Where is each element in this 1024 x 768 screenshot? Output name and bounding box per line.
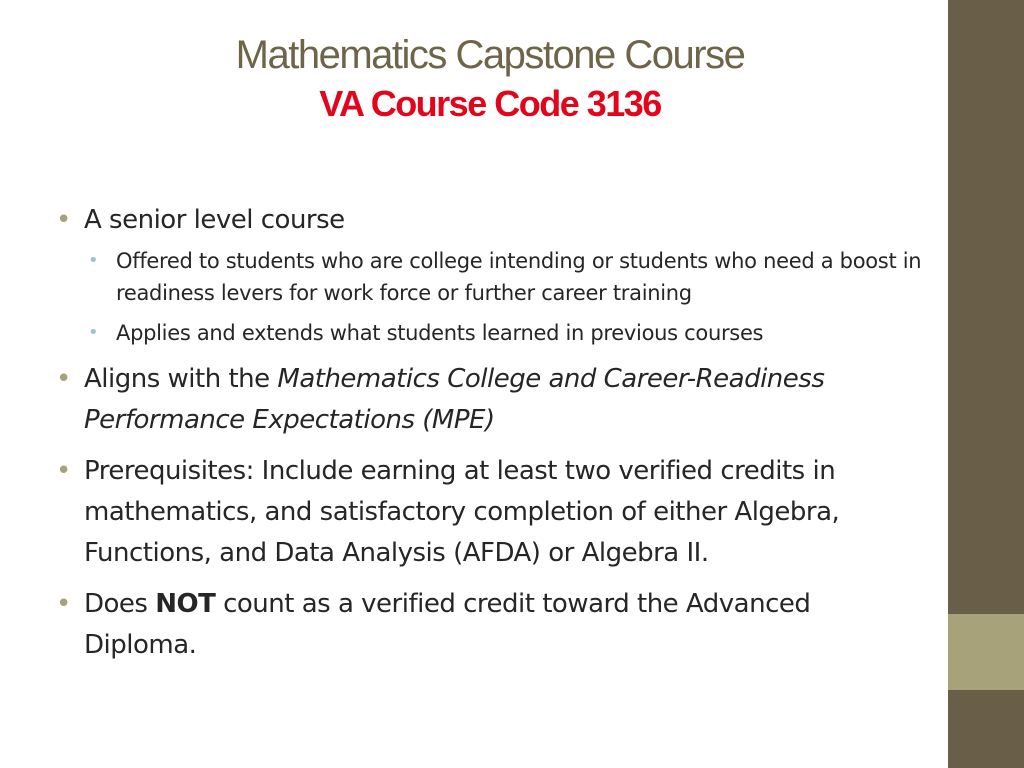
- bullet-text: count as a verified credit toward the Advanced Diploma.: [84, 589, 811, 660]
- bullet-bold-text: NOT: [155, 589, 216, 619]
- bullet-text: Prerequisites: Include earning at least two verified credits in mathematics, and satisfactory completion of either Algebra, Functions, and Data Analysis (AFDA) or Algebra II.: [84, 456, 840, 568]
- slide-content: [56, 200, 926, 676]
- slide-title: Mathematics Capstone Course: [235, 33, 745, 77]
- slide-subtitle: VA Course Code 3136: [319, 83, 661, 124]
- sub-bullet-list: [84, 245, 926, 349]
- bullet-text: Aligns with the: [84, 364, 278, 394]
- sub-bullet-item: • Offered to students who are college intending or students who need a boost in readiness levers for work force or further career training: [84, 245, 926, 309]
- bullet-item: [56, 359, 926, 441]
- sub-bullet-item: • Applies and extends what students learned in previous courses: [84, 317, 926, 349]
- bullet-italic-text: Mathematics College and Career-Readiness Performance Expectations (MPE): [84, 364, 825, 435]
- bullet-text: Does: [84, 589, 156, 619]
- title-block: [40, 30, 940, 128]
- bullet-item: [56, 584, 926, 666]
- side-band-accent: [948, 614, 1024, 690]
- bullet-list: [56, 200, 926, 666]
- bullet-item: [56, 451, 926, 574]
- bullet-item: [56, 200, 926, 349]
- bullet-text: A senior level course: [84, 205, 345, 235]
